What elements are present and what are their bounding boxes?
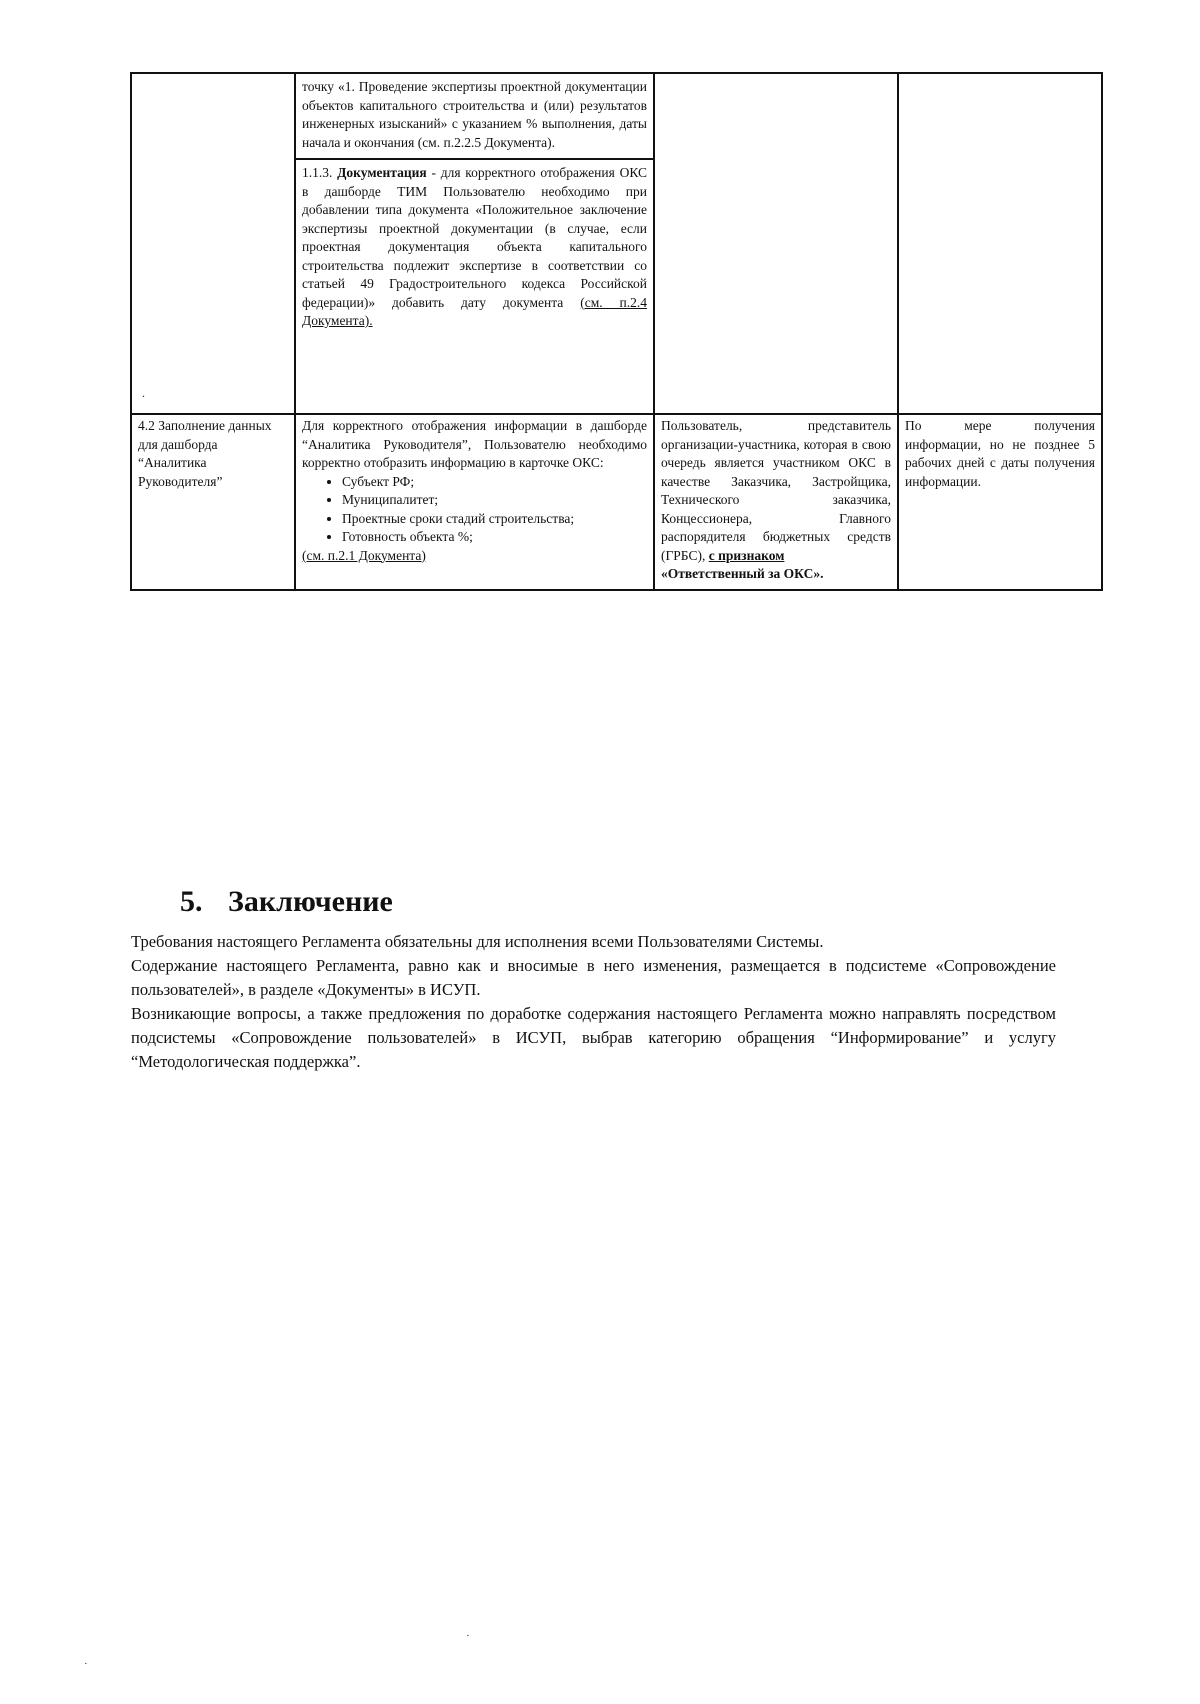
doc-reference-link: (см. п.2.1 Документа) [302,547,426,563]
requirements-table [130,72,1103,591]
table-row [131,414,1102,590]
item-number: 1.1.3. [302,165,333,180]
list-item: • Муниципалитет; [342,491,647,510]
list-item: • Проектные сроки стадий строительства; [342,510,647,529]
responsible-text: Пользователь, представитель организации-участника, которая в свою очередь является участником ОКС в качестве Заказчика, Застройщика, Технического заказчика, Концессионера, Главного распорядителя бюджетных средств (ГРБС), [661,418,891,563]
section-heading [180,885,393,919]
paragraph: Возникающие вопросы, а также предложения по доработке содержания настоящего Регламента можно направлять посредством подсистемы «Сопровождение пользователей» в ИСУП, выбрав категорию обращения “Информирование” и услугу “Методологическая поддержка”. [131,1004,1056,1071]
stray-mark: . [142,386,145,400]
bullet-list [302,473,647,547]
table-cell-empty [654,73,898,414]
doc-reference-link: (см. п.2.4 Документа). [302,294,647,328]
responsible-flag: с признаком [708,547,785,563]
section-body [131,930,1056,1074]
section-number: 5. [180,885,203,918]
table-row [131,73,1102,414]
paragraph: Содержание настоящего Регламента, равно как и вносимые в него изменения, размещается в подсистеме «Сопровождение пользователей», в разделе «Документы» в ИСУП. [131,956,1056,999]
list-item: • Субъект РФ; [342,473,647,492]
paragraph: Требования настоящего Регламента обязательны для исполнения всеми Пользователями Системы. [131,932,824,951]
cell-paragraph: Для корректного отображения информации в дашборде “Аналитика Руководителя”, Пользователю необходимо корректно отобразить информацию в карточке ОКС: [302,418,647,470]
table-cell-empty [131,73,295,414]
scan-speck: · [84,1658,88,1670]
item-text: - для корректного отображения ОКС в дашборде ТИМ Пользователю необходимо при добавлении типа документа «Положительное заключение экспертизы проектной документации (в случае, если проектная документация объекта капитального строительства подлежит экспертизе в соответствии со статьей 49 Градостроительного кодекса Российской федерации)» добавить дату документа [302,165,648,310]
table-cell-deadline: По мере получения информации, но не позднее 5 рабочих дней с даты получения информации. [898,414,1102,590]
section-title: Заключение [228,885,393,918]
list-item: • Готовность объекта %; [342,528,647,547]
table-cell-description [295,73,654,414]
table-cell-stage: 4.2 Заполнение данных для дашборда “Аналитика Руководителя” [131,414,295,590]
cell-paragraph-documentation [296,158,653,331]
cell-paragraph: точку «1. Проведение экспертизы проектной документации объектов капитального строительства и (или) результатов инженерных изысканий» с указанием % выполнения, даты начала и окончания (см. п.2.2.5 Документа). [302,79,647,150]
table-cell-description [295,414,654,590]
scan-speck: · [466,1630,470,1642]
responsible-role: «Ответственный за ОКС». [661,566,824,581]
item-title: Документация [337,165,427,180]
table-cell-responsible [654,414,898,590]
table-cell-empty [898,73,1102,414]
